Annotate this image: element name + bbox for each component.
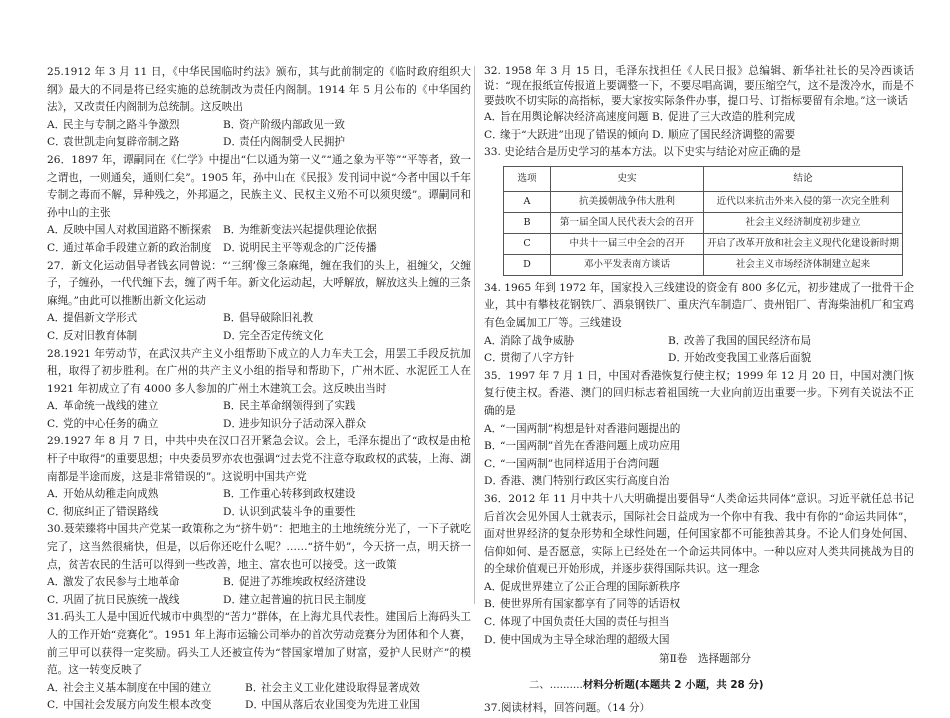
option-a[interactable]: A．激发了农民参与土地革命 xyxy=(47,576,180,589)
table-row xyxy=(504,191,903,212)
table-cell: A xyxy=(504,191,551,212)
question-26 xyxy=(47,152,471,258)
fact-conclusion-table xyxy=(503,166,903,276)
question-32 xyxy=(484,64,914,144)
option-c[interactable]: C．党的中心任务的确立 xyxy=(47,417,159,430)
options xyxy=(484,333,914,368)
option-d[interactable]: D．香港、澳门特别行政区实行高度自治 xyxy=(484,475,670,488)
table-row xyxy=(504,254,903,275)
question-stem: 1897 年，谭嗣同在《仁学》中提出“仁以通为第一义”“通之象为平等”“平等者，致一之谓也，一则通矣，通则仁矣”。1905 年，孙中山在《民报》发刊词中说“今者中国以千年专制之毒而不解，异种残之，外邦逼之，民族主义、民权主义殆不可以须臾缓”。谭嗣同和孙中山的主张 xyxy=(47,153,471,219)
option-a[interactable]: A．革命统一战线的建立 xyxy=(47,400,159,413)
option-b[interactable]: B．民主革命纲领得到了实践 xyxy=(223,400,356,413)
table-cell: 邓小平发表南方谈话 xyxy=(551,254,704,275)
option-c[interactable]: C．中国社会发展方向发生根本改变 xyxy=(47,699,212,712)
options xyxy=(47,398,471,433)
table-header: 选项 xyxy=(504,166,551,191)
option-a[interactable]: A．反映中国人对救国道路不断探索 xyxy=(47,224,212,237)
question-stem: 1912 年 3 月 11 日，《中华民国临时约法》颁布，其与此前制定的《临时政府组织大纲》最大的不同是将已经实施的总统制改为责任内阁制。1914 年 5 月公布的《中华国约法》，又改责任内阁制为总统制。这反映出 xyxy=(47,66,471,114)
question-number: 34. xyxy=(484,281,505,294)
option-b[interactable]: B．工作重心转移到政权建设 xyxy=(223,488,356,501)
options xyxy=(47,310,471,345)
options xyxy=(47,486,471,521)
option-d[interactable]: D．开始改变我国工业落后面貌 xyxy=(668,352,812,365)
option-d[interactable]: D．建立起普遍的抗日民主制度 xyxy=(223,593,367,606)
question-stem: 1958 年 3 月 15 日，毛泽东找担任《人民日报》总编辑、新华社社长的吴冷西谈话说：“现在报纸宣传报道上要调整一下，不要尽唱高调，要压缩空气，这不是泼冷水，而是不要鼓吹不切实际的高指标，要大家按实际条件办事，提口号、订指标要留有余地。”这一谈话 xyxy=(484,65,915,107)
option-c[interactable]: C．缘于“大跃进”出现了错误的倾向 xyxy=(484,128,649,141)
question-number: 35． xyxy=(484,369,509,382)
question-31 xyxy=(47,609,471,715)
option-c[interactable]: C．袁世凯走向复辟帝制之路 xyxy=(47,136,180,149)
option-d[interactable]: D．责任内阁制受人民拥护 xyxy=(223,136,345,149)
question-number: 37. xyxy=(484,702,501,715)
option-c[interactable]: C．体现了中国负责任大国的责任与担当 xyxy=(484,616,670,629)
question-number: 29. xyxy=(47,435,64,448)
table-cell: 开启了改革开放和社会主义现代化建设新时期 xyxy=(704,233,903,254)
table-cell: 第一届全国人民代表大会的召开 xyxy=(551,212,704,233)
question-28 xyxy=(47,346,471,434)
option-c[interactable]: C．贯彻了八字方针 xyxy=(484,352,575,365)
table-cell: 社会主义经济制度初步建立 xyxy=(704,212,903,233)
table-cell: 中共十一届三中全会的召开 xyxy=(551,233,704,254)
section-prefix: 二、 xyxy=(529,678,550,691)
option-a[interactable]: A．开始从幼稚走向成熟 xyxy=(47,488,159,501)
question-34 xyxy=(484,280,914,368)
options xyxy=(47,680,471,715)
table-cell: 社会主义市场经济体制建立起来 xyxy=(704,254,903,275)
section-heading xyxy=(484,677,914,695)
option-d[interactable]: D．顺应了国民经济调整的需要 xyxy=(652,128,796,141)
option-c[interactable]: C．彻底纠正了错误路线 xyxy=(47,505,159,518)
option-c[interactable]: C．“一国两制”也同样适用于台湾问题 xyxy=(484,457,660,470)
right-column xyxy=(484,64,914,718)
question-number: 30. xyxy=(47,523,64,536)
options xyxy=(47,574,471,609)
options xyxy=(484,109,914,144)
option-b[interactable]: B．使世界所有国家都享有了同等的话语权 xyxy=(484,598,681,611)
table-cell: 抗美援朝战争伟大胜利 xyxy=(551,191,704,212)
question-stem: 聂荣臻将中国共产党某一政策称之为“挤牛奶”：把地主的土地统统分光了，一下子就吃完了，这当然很痛快，但是，以后你还吃什么呢？……“挤牛奶”，今天挤一点，明天挤一点，贫苦农民的生活可以得到一些改善，地主、富农也可以接受。这一政策 xyxy=(47,523,471,571)
option-b[interactable]: B．促进了三大改造的胜利完成 xyxy=(652,111,796,123)
option-d[interactable]: D．认识到武装斗争的重要性 xyxy=(223,505,356,518)
question-stem: 码头工人是中国近代城市中典型的“苦力”群体，在上海尤具代表性。建国后上海码头工人的工作开始“竞赛化”。1951 年上海市运输公司举办的首次劳动竞赛分为团体和个人赛，前三甲可以获得一定奖励。码头工人还被宣传为“替国家增加了财富，爱护人民财产”的模范。这一转变反映了 xyxy=(47,611,471,677)
option-a[interactable]: A．提倡新文学形式 xyxy=(47,312,138,325)
question-29 xyxy=(47,433,471,521)
question-stem: 2012 年 11 月中共十八大明确提出要倡导“人类命运共同体”意识。习近平就任总书记后首次会见外国人士就表示，国际社会日益成为一个你中有我、我中有你的“命运共同体”，面对世界经济的复杂形势和全球性问题，任何国家都不可能独善其身。不论人们身处何国、信仰如何、是否愿意，实际上已经处在一个命运共同体中。一种以应对人类共同挑战为目的的全球价值观已开始形成，并逐步获得国际共识。这一理念 xyxy=(484,492,915,576)
option-b[interactable]: B．倡导破除旧礼教 xyxy=(223,312,314,325)
options xyxy=(484,421,914,491)
question-number: 28. xyxy=(47,347,64,360)
question-30 xyxy=(47,521,471,609)
option-b[interactable]: B．“一国两制”首先在香港问题上成功应用 xyxy=(484,440,681,453)
table-header: 结论 xyxy=(704,166,903,191)
question-stem: 1927 年 8 月 7 日，中共中央在汉口召开紧急会议。会上，毛泽东提出了“政权是由枪杆子中取得”的重要思想；中央委员罗亦农也强调“过去党不注意夺取政权的武装，上海、湖南都是半途而废，这是非常错误的”。这说明中国共产党 xyxy=(47,435,471,483)
option-a[interactable]: A．消除了战争威胁 xyxy=(484,334,575,347)
question-stem: 阅读材料，回答问题。（14 分） xyxy=(500,702,651,715)
question-number: 33. xyxy=(484,146,505,159)
question-number: 36． xyxy=(484,492,509,505)
table-cell: 近代以来抗击外来入侵的第一次完全胜利 xyxy=(704,191,903,212)
option-c[interactable]: C．反对旧教育体制 xyxy=(47,329,138,342)
left-column xyxy=(47,64,471,715)
option-b[interactable]: B．资产阶级内部政见一致 xyxy=(223,118,345,131)
question-number: 31. xyxy=(47,611,64,624)
option-d[interactable]: D．中国从落后农业国变为先进工业国 xyxy=(245,699,420,712)
question-stem: 1997 年 7 月 1 日，中国对香港恢复行使主权；1999 年 12 月 20 日，中国对澳门恢复行使主权。香港、澳门的回归标志着祖国统一大业向前迈出重要一步。下列有关说法不正确的是 xyxy=(484,369,914,417)
question-stem: 史论结合是历史学习的基本方法。以下史实与结论对应正确的是 xyxy=(504,146,801,159)
table-cell: B xyxy=(504,212,551,233)
column-divider xyxy=(474,66,475,604)
question-stem: 1921 年劳动节，在武汉共产主义小组帮助下成立的人力车夫工会，用罢工手段反抗加租，取得了初步胜利。在广州的共产主义小组的指导和帮助下，广州木匠、水泥匠工人在 1921 年初成立了有 4000 多人参加的广州土木建筑工会。这反映出当时 xyxy=(47,347,471,395)
option-a[interactable]: A．民主与专制之路斗争激烈 xyxy=(47,118,180,131)
option-c[interactable]: C．巩固了抗日民族统一战线 xyxy=(47,593,180,606)
option-b[interactable]: B．社会主义工业化建设取得显著成效 xyxy=(245,681,420,694)
option-d[interactable]: D．说明民主平等观念的广泛传播 xyxy=(223,241,377,254)
question-36 xyxy=(484,491,914,649)
option-a[interactable]: A．“一国两制”构想是针对香港问题提出的 xyxy=(484,422,681,435)
option-b[interactable]: B．促进了苏维埃政权经济建设 xyxy=(223,576,367,589)
question-number: 32. xyxy=(484,65,505,77)
option-c[interactable]: C．通过革命手段建立新的政治制度 xyxy=(47,241,212,254)
question-number: 27． xyxy=(47,259,72,272)
option-b[interactable]: B．改善了我国的国民经济布局 xyxy=(668,334,812,347)
question-25 xyxy=(47,64,471,152)
option-d[interactable]: D．完全否定传统文化 xyxy=(223,329,324,342)
table-row xyxy=(504,233,903,254)
options xyxy=(47,117,471,152)
option-a[interactable]: A．旨在用舆论解决经济高速度问题 xyxy=(484,111,649,123)
question-37 xyxy=(484,700,914,718)
section-dots: .......... xyxy=(549,678,583,691)
option-a[interactable]: A．促成世界建立了公正合理的国际新秩序 xyxy=(484,580,681,593)
table-header: 史实 xyxy=(551,166,704,191)
options xyxy=(484,579,914,649)
question-35 xyxy=(484,368,914,491)
option-b[interactable]: B．为维新变法兴起提供理论依据 xyxy=(223,224,377,237)
table-cell: C xyxy=(504,233,551,254)
option-d[interactable]: D．进步知识分子活动深入群众 xyxy=(223,417,367,430)
question-number: 26． xyxy=(47,153,72,166)
table-header-row xyxy=(504,166,903,191)
question-27 xyxy=(47,258,471,346)
part-two-title: 第Ⅱ卷 选择题部分 xyxy=(659,653,751,666)
question-33 xyxy=(484,144,914,276)
table-row xyxy=(504,212,903,233)
question-stem: 1965 年到 1972 年，国家投入三线建设的资金有 800 多亿元，初步建成了一批骨干企业，其中有攀枝花钢铁厂、酒泉钢铁厂、重庆汽车制造厂、贵州铝厂、青海柴油机厂和宝鸡有色金属加工厂等。三线建设 xyxy=(484,281,914,329)
option-d[interactable]: D．使中国成为主导全球治理的超级大国 xyxy=(484,633,670,646)
question-number: 25. xyxy=(47,66,64,78)
options xyxy=(47,222,471,257)
option-a[interactable]: A．社会主义基本制度在中国的建立 xyxy=(47,681,212,694)
question-stem: 新文化运动倡导者钱玄同曾说：“‘三纲’像三条麻绳，缠在我们的头上，祖缠父，父缠子，子缠孙，一代代缠下去，缠了两千年。新文化运动起，大呼解放，解放这头上缠的三条麻绳。”由此可以推断出新文化运动 xyxy=(47,259,471,307)
section-heading-text: 材料分析题(本题共 2 小题，共 28 分) xyxy=(582,678,764,691)
table-cell: D xyxy=(504,254,551,275)
